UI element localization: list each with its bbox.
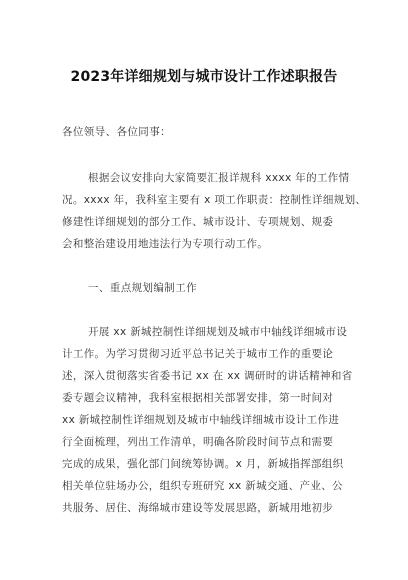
paragraph-line: 述，深入贯彻落实省委书记 xx 在 xx 调研时的讲话精神和省 xyxy=(62,370,353,382)
paragraph-line: 根据会议安排向大家简要汇报详规科 xxxx 年的工作情 xyxy=(88,172,350,184)
paragraph-line: 委专题会议精神，我科室根据相关部署安排，第一时间对 xyxy=(62,392,334,404)
paragraph-line: 相关单位驻场办公，组织专班研究 xx 新城交通、产业、公 xyxy=(62,480,343,492)
paragraph-line: 修建性详细规划的部分工作、城市设计、专项规划、规委 xyxy=(62,216,334,228)
paragraph-line: 计工作。为学习贯彻习近平总书记关于城市工作的重要论 xyxy=(62,348,334,360)
salutation: 各位领导、各位同事： xyxy=(62,126,171,138)
paragraph-line: 共服务、居住、海绵城市建设等发展思路，新城用地初步 xyxy=(62,502,334,514)
paragraph-line: 会和整治建设用地违法行为专项行动工作。 xyxy=(62,238,269,250)
paragraph-line: 行全面梳理，列出工作清单，明确各阶段时间节点和需要 xyxy=(62,436,334,448)
document-title: 2023年详细规划与城市设计工作述职报告 xyxy=(70,69,338,85)
paragraph-line: 完成的成果，强化部门间统筹协调。x 月，新城指挥部组织 xyxy=(62,458,344,470)
paragraph-line: 开展 xx 新城控制性详细规划及城市中轴线详细城市设 xyxy=(88,326,348,338)
section-heading: 一、重点规划编制工作 xyxy=(88,282,197,294)
paragraph-line: 况。xxxx 年，我科室主要有 x 项工作职责：控制性详细规划、 xyxy=(62,194,367,206)
paragraph-line: xx 新城控制性详细规划及城市中轴线详细城市设计工作进 xyxy=(62,414,340,426)
